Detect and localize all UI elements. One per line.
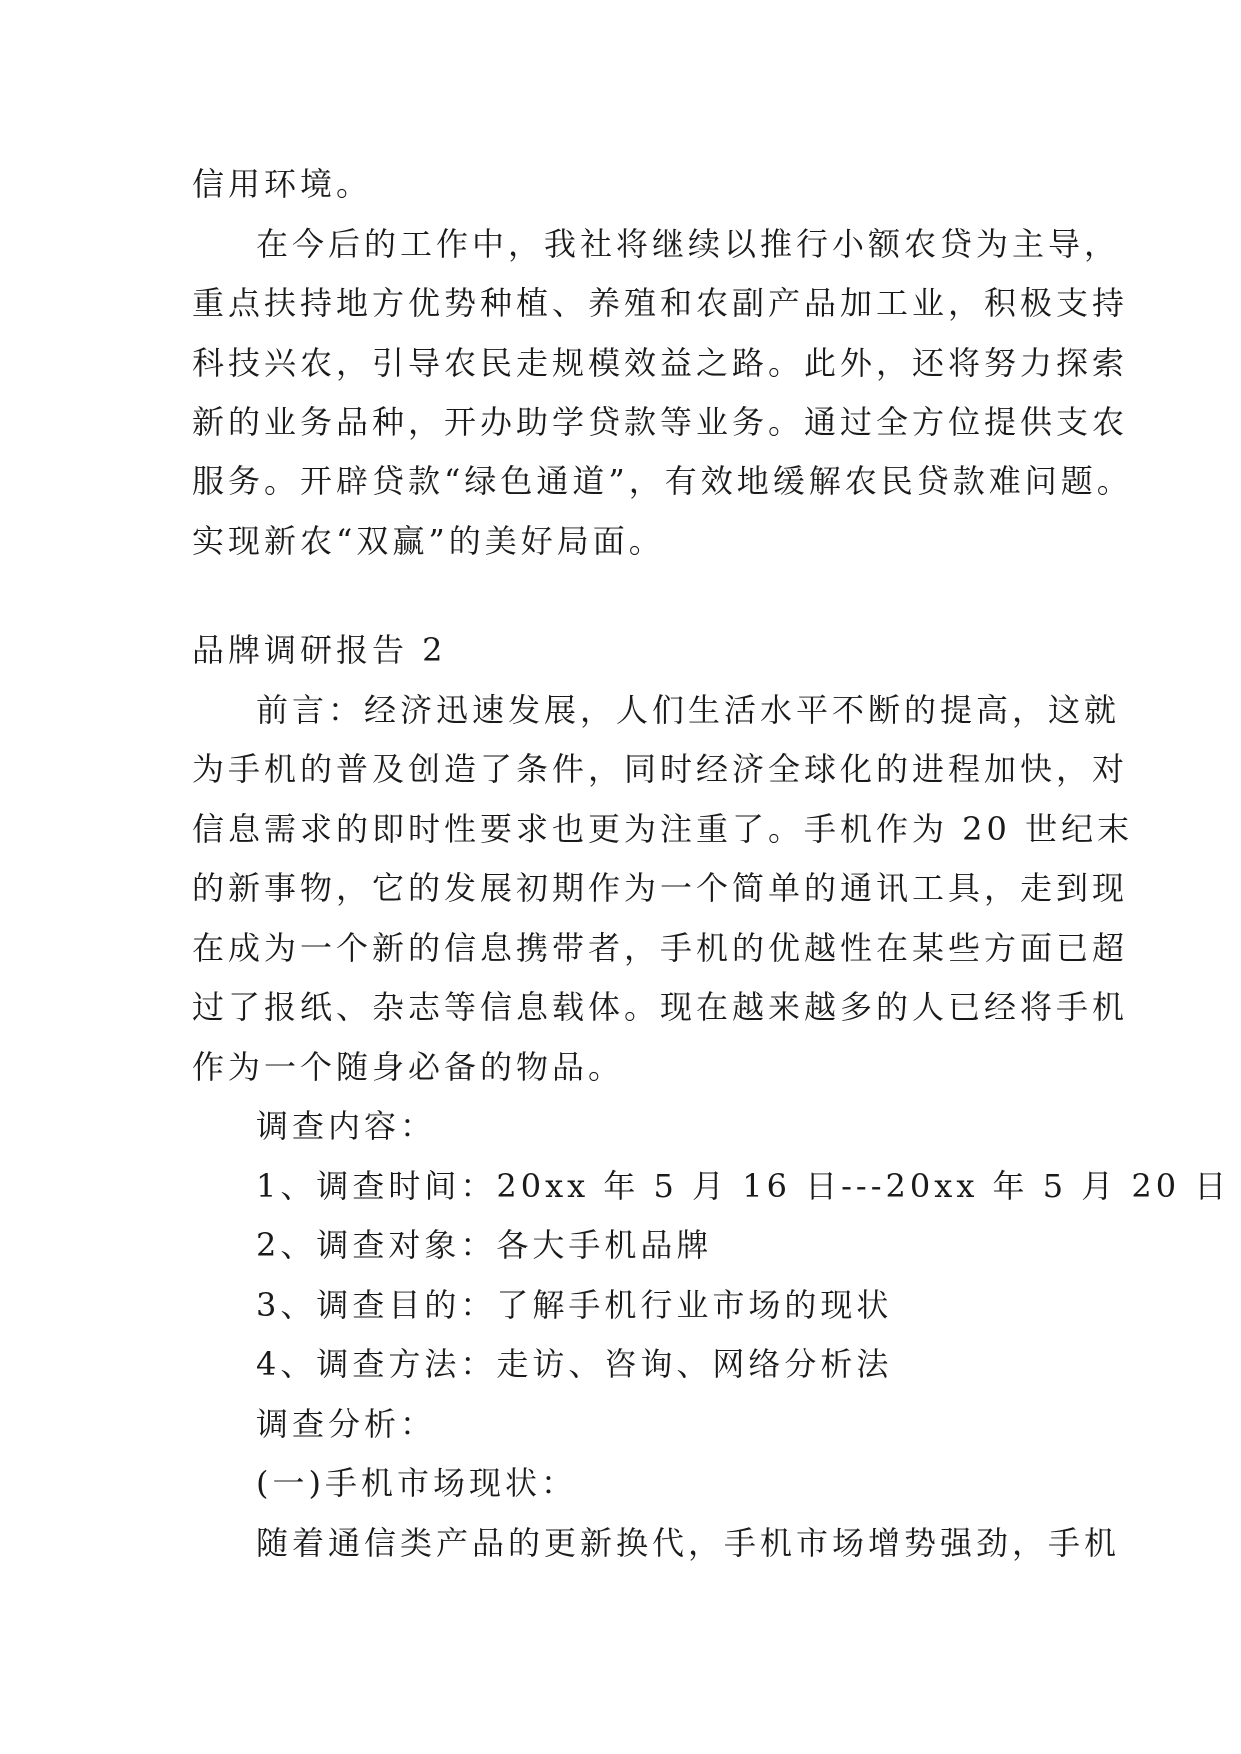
paragraph-line: 信用环境。 <box>192 165 373 203</box>
subheading: 调查内容： <box>256 1107 437 1145</box>
subheading: (一)手机市场现状： <box>256 1464 577 1502</box>
paragraph-line: 前言：经济迅速发展，人们生活水平不断的提高，这就 <box>256 691 1121 729</box>
list-item: 2、调查对象：各大手机品牌 <box>256 1226 713 1264</box>
paragraph-line: 为手机的普及创造了条件，同时经济全球化的进程加快，对 <box>192 750 1129 788</box>
paragraph-line: 科技兴农，引导农民走规模效益之路。此外，还将努力探索 <box>192 344 1129 382</box>
subheading: 调查分析： <box>256 1405 437 1443</box>
paragraph-line: 随着通信类产品的更新换代，手机市场增势强劲，手机 <box>256 1524 1121 1562</box>
paragraph-line: 新的业务品种，开办助学贷款等业务。通过全方位提供支农 <box>192 403 1129 441</box>
paragraph-line: 实现新农“双赢”的美好局面。 <box>192 522 665 560</box>
paragraph-line: 服务。开辟贷款“绿色通道”，有效地缓解农民贷款难问题。 <box>192 462 1133 500</box>
list-item: 4、调查方法：走访、咨询、网络分析法 <box>256 1345 893 1383</box>
paragraph-line: 过了报纸、杂志等信息载体。现在越来越多的人已经将手机 <box>192 988 1129 1026</box>
paragraph-line: 在成为一个新的信息携带者，手机的优越性在某些方面已超 <box>192 929 1129 967</box>
paragraph-line: 作为一个随身必备的物品。 <box>192 1048 625 1086</box>
section-title: 品牌调研报告 2 <box>192 631 447 669</box>
paragraph-line: 的新事物，它的发展初期作为一个简单的通讯工具，走到现 <box>192 869 1129 907</box>
list-item: 1、调查时间：20xx 年 5 月 16 日---20xx 年 5 月 20 日 <box>256 1167 1231 1205</box>
paragraph-line: 信息需求的即时性要求也更为注重了。手机作为 20 世纪末 <box>192 810 1134 848</box>
list-item: 3、调查目的：了解手机行业市场的现状 <box>256 1286 893 1324</box>
paragraph-line: 在今后的工作中，我社将继续以推行小额农贷为主导， <box>256 225 1121 263</box>
paragraph-line: 重点扶持地方优势种植、养殖和农副产品加工业，积极支持 <box>192 284 1129 322</box>
